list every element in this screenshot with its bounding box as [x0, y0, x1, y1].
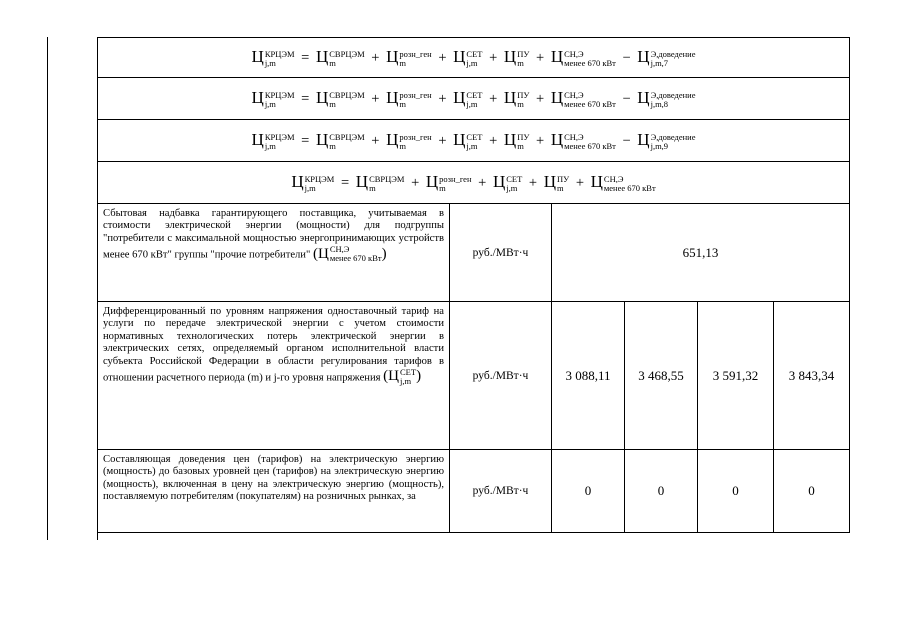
formula-row [98, 38, 850, 78]
tariff-table [97, 37, 850, 533]
value-cell: 651,13 [552, 204, 850, 302]
value-cell: 3 591,32 [698, 302, 774, 450]
value-cell: 3 468,55 [625, 302, 698, 450]
formula: Ц КРЦЭМ j,m = Ц СВРЦЭМ m + Ц розн_ген m + Ц СЕТ j,m + Ц ПУ m + Ц СН,Э менее 670 кВт − Ц Э,доведение j,m,8 [98, 78, 850, 120]
value-cell: 0 [774, 450, 850, 533]
table-row [98, 204, 850, 302]
value-cell: 0 [625, 450, 698, 533]
value-cell: 3 843,34 [774, 302, 850, 450]
unit-cell: руб./МВт·ч [450, 204, 552, 302]
row-description: Сбытовая надбавка гарантирующего поставщика, учитываемая в стоимости электрической энергии (мощности) для подгруппы "потребители с максимальной мощностью энергопринимающих устройств менее 670 кВт" группы "прочие потребители" (Ц СН,Э менее 670 кВт ) [98, 204, 450, 302]
table-row [98, 302, 850, 450]
formula-row [98, 162, 850, 204]
formula: Ц КРЦЭМ j,m = Ц СВРЦЭМ m + Ц розн_ген m + Ц СЕТ j,m + Ц ПУ m + Ц СН,Э менее 670 кВт [98, 162, 850, 204]
unit-cell: руб./МВт·ч [450, 450, 552, 533]
row-symbol: (Ц СЕТ j,m ) [383, 367, 422, 387]
formula: Ц КРЦЭМ j,m = Ц СВРЦЭМ m + Ц розн_ген m + Ц СЕТ j,m + Ц ПУ m + Ц СН,Э менее 670 кВт − Ц Э,доведение j,m,7 [98, 38, 850, 78]
value-cell: 3 088,11 [552, 302, 625, 450]
formula: Ц КРЦЭМ j,m = Ц СВРЦЭМ m + Ц розн_ген m + Ц СЕТ j,m + Ц ПУ m + Ц СН,Э менее 670 кВт − Ц Э,доведение j,m,9 [98, 120, 850, 162]
row-description: Составляющая доведения цен (тарифов) на электрическую энергию (мощность) до базовых уровней цен (тарифов) на электрическую энергию (мощность), включенная в цену на электрическую энергию (мощность), поставляемую потребителям (покупателям) на розничных рынках, за [98, 450, 450, 533]
formula-row [98, 78, 850, 120]
row-description: Дифференцированный по уровням напряжения одноставочный тариф на услуги по передаче электрической энергии с учетом стоимости нормативных технологических потерь электрической энергии в электрических сетях, определяемый органом исполнительной власти субъекта Российской Федерации в области регулирования тарифов в отношении расчетного периода (m) и j-го уровня напряжения (Ц СЕТ j,m ) [98, 302, 450, 450]
table-row [98, 450, 850, 533]
formula-row [98, 120, 850, 162]
value-cell: 0 [698, 450, 774, 533]
value-cell: 0 [552, 450, 625, 533]
left-margin-line [47, 37, 48, 540]
unit-cell: руб./МВт·ч [450, 302, 552, 450]
row-symbol: (Ц СН,Э менее 670 кВт ) [312, 244, 387, 264]
